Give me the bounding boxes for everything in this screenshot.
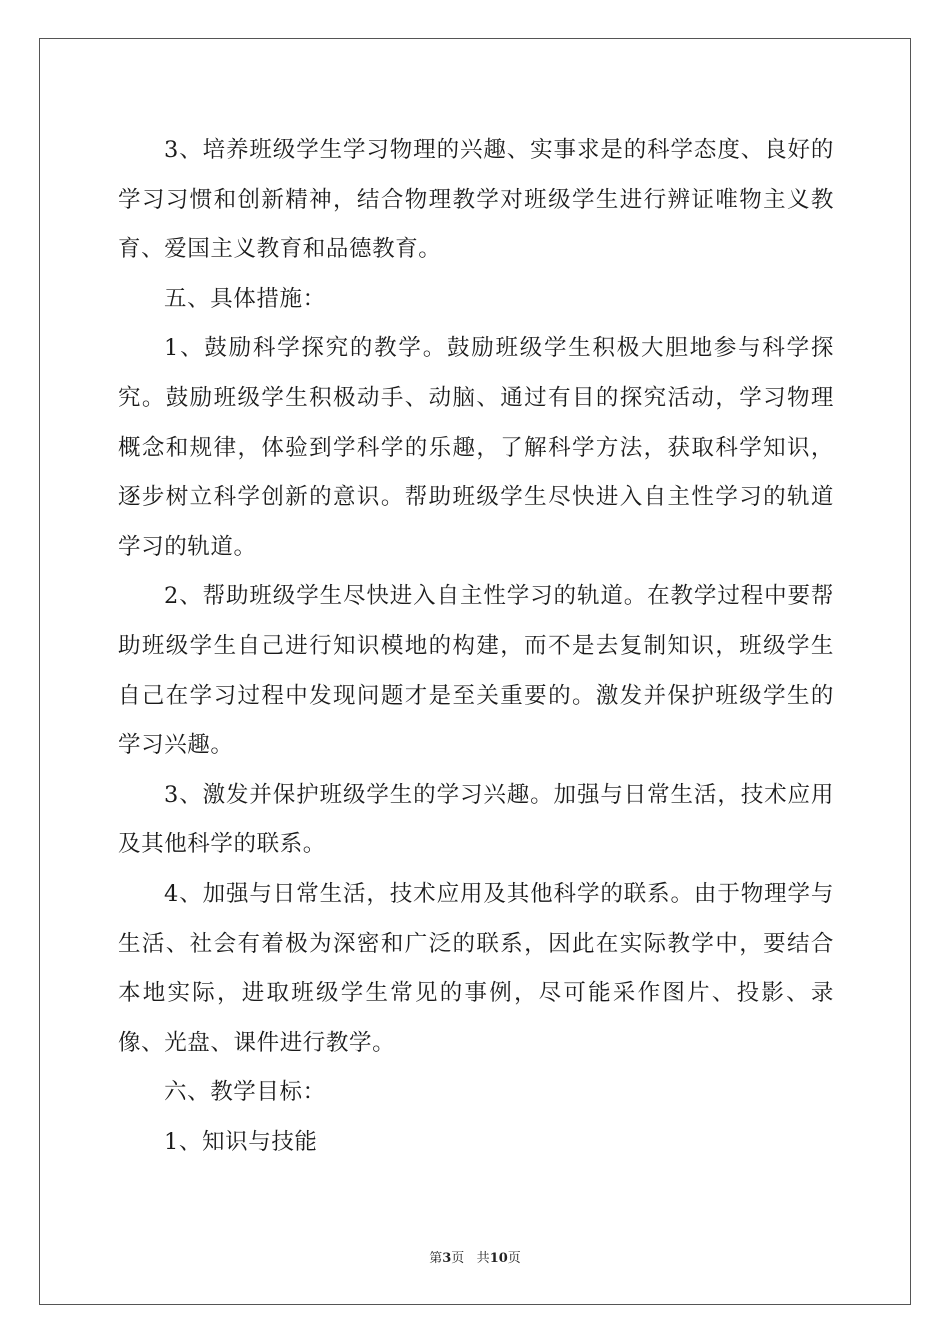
section-heading-goals: 六、教学目标： (164, 1079, 326, 1106)
paragraph-8: 1、知识与技能 (164, 1128, 318, 1155)
footer-total-suffix: 页 (507, 1251, 521, 1266)
paragraph-1: 3、培养班级学生学习物理的兴趣、实事求是的科学态度、良好的学习习惯和创新精神，结合物理教学对班级学生进行辨证唯物主义教育、爱国主义教育和品德教育。 (118, 137, 834, 263)
paragraph-4: 2、帮助班级学生尽快进入自主性学习的轨道。在教学过程中要帮助班级学生自己进行知识模地的构建，而不是去复制知识，班级学生自己在学习过程中发现问题才是至关重要的。激发并保护班级学生的学习兴趣。 (118, 583, 834, 759)
paragraph-6: 4、加强与日常生活，技术应用及其他科学的联系。由于物理学与生活、社会有着极为深密和广泛的联系，因此在实际教学中，要结合本地实际，进取班级学生常见的事例，尽可能采作图片、投影、录像、光盘、课件进行教学。 (118, 880, 834, 1056)
paragraph-5: 3、激发并保护班级学生的学习兴趣。加强与日常生活，技术应用及其他科学的联系。 (118, 781, 834, 858)
document-body (118, 126, 834, 1167)
paragraph-3: 1、鼓励科学探究的教学。鼓励班级学生积极大胆地参与科学探究。鼓励班级学生积极动手、动脑、通过有目的探究活动，学习物理概念和规律，体验到学科学的乐趣，了解科学方法，获取科学知识，逐步树立科学创新的意识。帮助班级学生尽快进入自主性学习的轨道学习的轨道。 (118, 335, 834, 560)
current-page-number: 3 (442, 1251, 452, 1266)
total-page-count: 10 (489, 1251, 508, 1266)
footer-page-word: 页 (451, 1251, 465, 1266)
page-footer (0, 1247, 950, 1266)
section-heading-measures: 五、具体措施： (164, 285, 326, 312)
footer-total-prefix: 共 (476, 1251, 490, 1266)
footer-prefix: 第 (429, 1251, 443, 1266)
